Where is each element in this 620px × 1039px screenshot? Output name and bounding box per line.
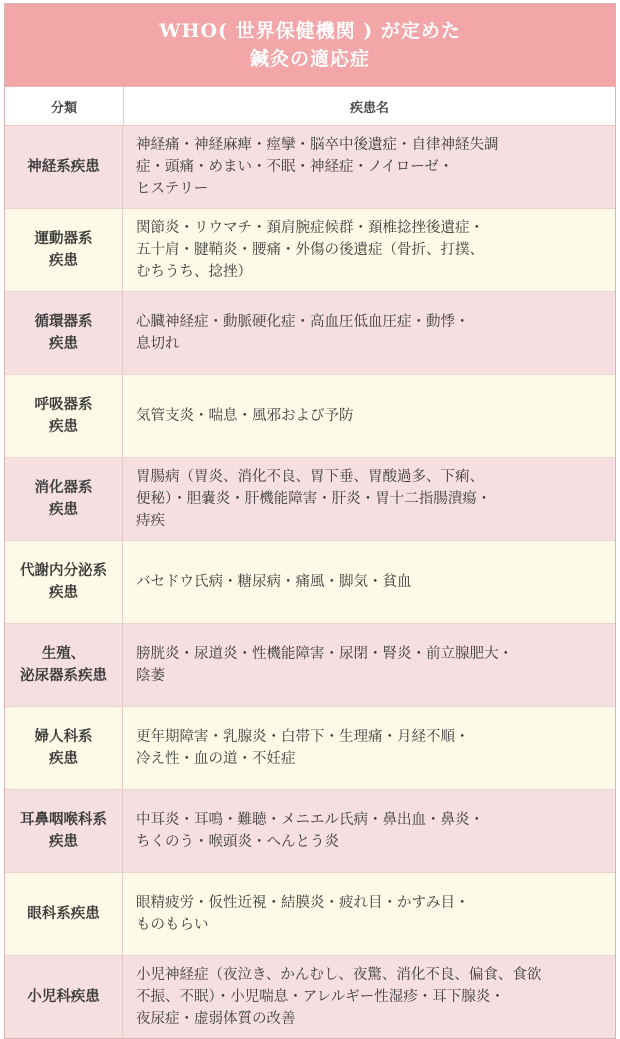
category-cell: 代謝内分泌系 疾患 — [5, 541, 123, 623]
disease-cell: バセドウ氏病・糖尿病・痛風・脚気・貧血 — [136, 574, 412, 590]
disease-cell: 膀胱炎・尿道炎・性機能障害・尿閉・腎炎・前立腺肥大・ 陰萎 — [136, 646, 513, 684]
table-row — [5, 790, 615, 873]
disease-cell: 眼精疲労・仮性近視・結膜炎・疲れ目・かすみ目・ ものもらい — [136, 895, 470, 933]
header-disease: 疾患名 — [349, 100, 389, 116]
table-row — [5, 707, 615, 790]
category-cell: 婦人科系 疾患 — [5, 707, 123, 789]
disease-cell: 小児神経症（夜泣き、かんむし、夜驚、消化不良、偏食、食欲 不振、不眠）・小児喘息・アレルギー性湿疹・耳下腺炎・ 夜尿症・虚弱体質の改善 — [136, 967, 542, 1027]
table-row — [5, 292, 615, 375]
table-row — [5, 541, 615, 624]
category-cell: 耳鼻咽喉科系 疾患 — [5, 790, 123, 872]
category-cell: 小児科疾患 — [5, 956, 123, 1038]
disease-cell: 神経痛・神経麻痺・痙攣・脳卒中後遺症・自律神経失調 症・頭痛・めまい・不眠・神経症・ノイローゼ・ ヒステリー — [136, 137, 499, 197]
category-cell: 消化器系 疾患 — [5, 458, 123, 540]
header-category: 分類 — [5, 87, 124, 125]
table-body — [5, 126, 615, 1038]
category-cell: 生殖、 泌尿器系疾患 — [5, 624, 123, 706]
table-header — [5, 87, 615, 126]
disease-cell: 心臓神経症・動脈硬化症・高血圧低血圧症・動悸・ 息切れ — [136, 314, 470, 352]
category-cell: 眼科系疾患 — [5, 873, 123, 955]
table-row — [5, 873, 615, 956]
category-cell: 神経系疾患 — [5, 126, 123, 208]
table-row — [5, 375, 615, 458]
category-cell: 呼吸器系 疾患 — [5, 375, 123, 457]
disease-cell: 関節炎・リウマチ・頚肩腕症候群・頚椎捻挫後遺症・ 五十肩・腱鞘炎・腰痛・外傷の後遺症（骨折、打撲、 むちうち、捻挫） — [136, 220, 484, 280]
indications-table — [4, 3, 616, 1039]
table-row — [5, 126, 615, 209]
category-cell: 循環器系 疾患 — [5, 292, 123, 374]
disease-cell: 胃腸病（胃炎、消化不良、胃下垂、胃酸過多、下痢、 便秘）・胆嚢炎・肝機能障害・肝炎・胃十二指腸潰瘍・ 痔疾 — [136, 469, 492, 529]
title-line-2: 鍼灸の適応症 — [249, 48, 370, 70]
disease-cell: 更年期障害・乳腺炎・白帯下・生理痛・月経不順・ 冷え性・血の道・不妊症 — [136, 729, 470, 767]
title-banner — [5, 4, 615, 87]
category-cell: 運動器系 疾患 — [5, 209, 123, 291]
title-line-1: WHO( 世界保健機関 ) が定めた — [159, 20, 461, 42]
table-row — [5, 458, 615, 541]
table-row — [5, 624, 615, 707]
disease-cell: 中耳炎・耳鳴・難聴・メニエル氏病・鼻出血・鼻炎・ ちくのう・喉頭炎・へんとう炎 — [136, 812, 484, 850]
disease-cell: 気管支炎・喘息・風邪および予防 — [136, 408, 354, 424]
table-row — [5, 956, 615, 1038]
table-row — [5, 209, 615, 292]
